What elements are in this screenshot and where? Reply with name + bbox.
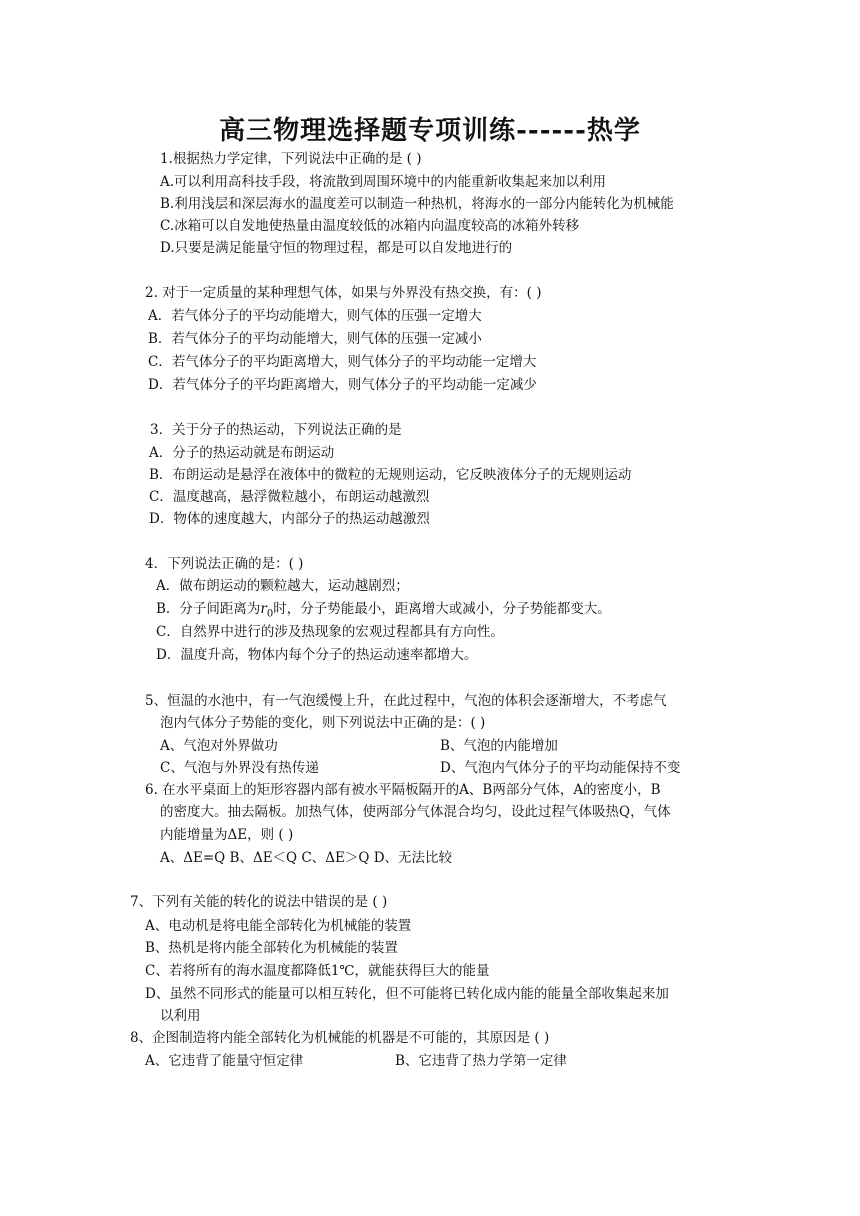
q3-option-c: C．温度越高，悬浮微粒越小，布朗运动越激烈 (149, 489, 430, 505)
q1-option-c: C.冰箱可以自发地使热量由温度较低的冰箱内向温度较高的冰箱外转移 (160, 218, 580, 234)
q6-stem-line1: 6. 在水平桌面上的矩形容器内部有被水平隔板隔开的A、B两部分气体，A的密度小，B (145, 782, 661, 798)
q3-option-d: D．物体的速度越大，内部分子的热运动越激烈 (149, 511, 430, 527)
q4-option-a: A．做布朗运动的颗粒越大，运动越剧烈； (156, 578, 409, 594)
page-title: 高三物理选择题专项训练------热学 (219, 116, 641, 146)
q7-option-c: C、若将所有的海水温度都降低1℃，就能获得巨大的能量 (145, 963, 490, 979)
r0-subscript: 0 (266, 608, 274, 620)
q2-option-a: A．若气体分子的平均动能增大，则气体的压强一定增大 (148, 308, 482, 324)
q2-stem: 2. 对于一定质量的某种理想气体，如果与外界没有热交换，有：( ) (145, 285, 542, 301)
q6-options: A、ΔE=Q B、ΔE＜Q C、ΔE＞Q D、无法比较 (160, 850, 453, 866)
q7-stem: 7、下列有关能的转化的说法中错误的是 ( ) (130, 894, 388, 910)
q7-option-a: A、电动机是将电能全部转化为机械能的装置 (145, 918, 412, 934)
q8-option-b: B、它违背了热力学第一定律 (395, 1053, 567, 1069)
q7-option-b: B、热机是将内能全部转化为机械能的装置 (145, 940, 398, 956)
q5-option-d: D、气泡内气体分子的平均动能保持不变 (440, 760, 681, 776)
q7-option-d-line2: 以利用 (160, 1008, 201, 1024)
q3-stem: 3．关于分子的热运动，下列说法正确的是 (150, 422, 402, 438)
q5-option-a: A、气泡对外界做功 (160, 738, 278, 754)
q4-option-b (156, 600, 611, 624)
q6-stem-line3: 内能增量为ΔE，则 ( ) (160, 827, 294, 843)
q4-option-b-prefix: B．分子间距离为 (156, 601, 261, 617)
q4-option-d: D．温度升高，物体内每个分子的热运动速率都增大。 (156, 647, 478, 663)
q4-stem: 4．下列说法正确的是：( ) (145, 556, 304, 572)
q4-option-c: C．自然界中进行的涉及热现象的宏观过程都具有方向性。 (156, 624, 504, 640)
q2-option-d: D．若气体分子的平均距离增大，则气体分子的平均动能一定减少 (148, 377, 537, 393)
q1-option-b: B.利用浅层和深层海水的温度差可以制造一种热机，将海水的一部分内能转化为机械能 (160, 196, 674, 212)
q5-stem-line1: 5、恒温的水池中，有一气泡缓慢上升，在此过程中，气泡的体积会逐渐增大，不考虑气 (145, 693, 667, 709)
q6-stem-line2: 的密度大。抽去隔板。加热气体，使两部分气体混合均匀，设此过程气体吸热Q，气体 (160, 804, 671, 820)
q1-option-d: D.只要是满足能量守恒的物理过程，都是可以自发地进行的 (160, 240, 513, 256)
q4-option-b-suffix: 时，分子势能最小，距离增大或减小，分子势能都变大。 (273, 601, 611, 617)
q2-option-c: C．若气体分子的平均距离增大，则气体分子的平均动能一定增大 (148, 354, 537, 370)
q5-option-c: C、气泡与外界没有热传递 (160, 760, 319, 776)
r0-symbol: r (260, 601, 267, 617)
q8-stem: 8、企图制造将内能全部转化为机械能的机器是不可能的，其原因是 ( ) (130, 1030, 550, 1046)
q8-option-a: A、它违背了能量守恒定律 (145, 1053, 304, 1069)
q1-stem: 1.根据热力学定律，下列说法中正确的是 ( ) (160, 151, 422, 167)
q2-option-b: B．若气体分子的平均动能增大，则气体的压强一定减小 (148, 331, 482, 347)
q3-option-a: A．分子的热运动就是布朗运动 (149, 445, 335, 461)
q3-option-b: B．布朗运动是悬浮在液体中的微粒的无规则运动，它反映液体分子的无规则运动 (149, 467, 632, 483)
q1-option-a: A.可以利用高科技手段，将流散到周围环境中的内能重新收集起来加以利用 (160, 174, 607, 190)
q7-option-d-line1: D、虽然不同形式的能量可以相互转化，但不可能将已转化成内能的能量全部收集起来加 (145, 986, 669, 1002)
q5-stem-line2: 泡内气体分子势能的变化，则下列说法中正确的是：( ) (160, 715, 486, 731)
q5-option-b: B、气泡的内能增加 (440, 738, 558, 754)
